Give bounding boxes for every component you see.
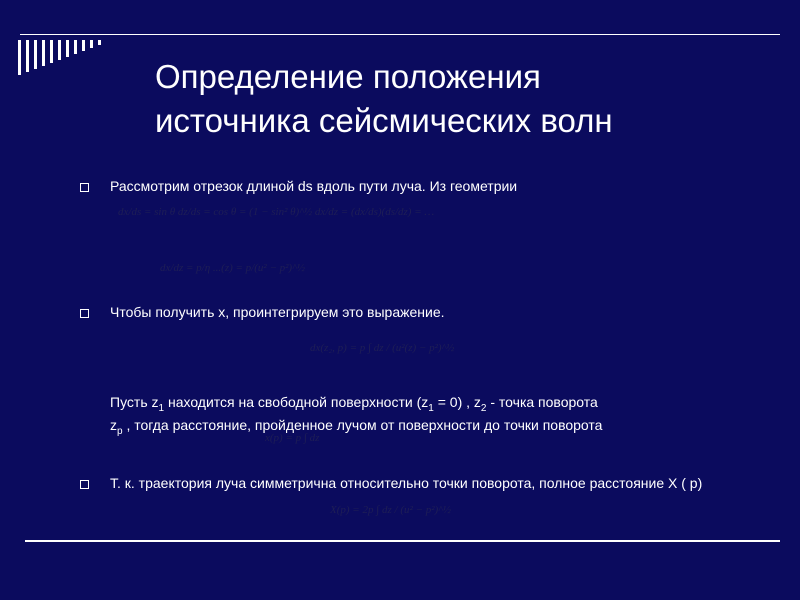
title-line-2: источника сейсмических волн xyxy=(155,102,613,139)
paragraph-1: Рассмотрим отрезок длиной ds вдоль пути луча. Из геометрии xyxy=(110,178,518,194)
bottom-rule xyxy=(25,540,780,542)
bullet-1 xyxy=(80,183,89,192)
formula-4: x(p) = p ∫ dz xyxy=(265,432,320,444)
formula-3: dx(z₂, p) = p ∫ dz / (u²(z) − p²)^½ xyxy=(310,342,455,354)
paragraph-4: Т. к. траектория луча симметрична относительно точки поворота, полное расстояние Х ( р) xyxy=(110,475,703,491)
bullet-3 xyxy=(80,480,89,489)
bullet-2 xyxy=(80,309,89,318)
title-line-1: Определение положения xyxy=(155,58,541,95)
formula-1: dx/ds = sin θ dz/ds = cos θ = (1 − sin² θ)^½ dx/dz = (dx/ds)(ds/dz) = … xyxy=(118,206,435,218)
paragraph-3: Пусть $z_1$ находится на свободной поверхности $(z_1 = 0)$ , $z_2$ - точка поворота $z_p$ , тогда расстояние, пройденное лучом от поверхности до точки поворота xyxy=(110,394,603,437)
formula-5: X(p) = 2p ∫ dz / (u² − p²)^½ xyxy=(330,504,452,516)
decorative-stripes xyxy=(18,40,101,75)
formula-2: dx/dz = p/η ...(z) = p/(u² − p²)^½ xyxy=(160,262,305,274)
slide-title xyxy=(155,55,755,143)
top-rule xyxy=(20,34,780,35)
paragraph-2: Чтобы получить x, проинтегрируем это выражение. xyxy=(110,304,445,320)
